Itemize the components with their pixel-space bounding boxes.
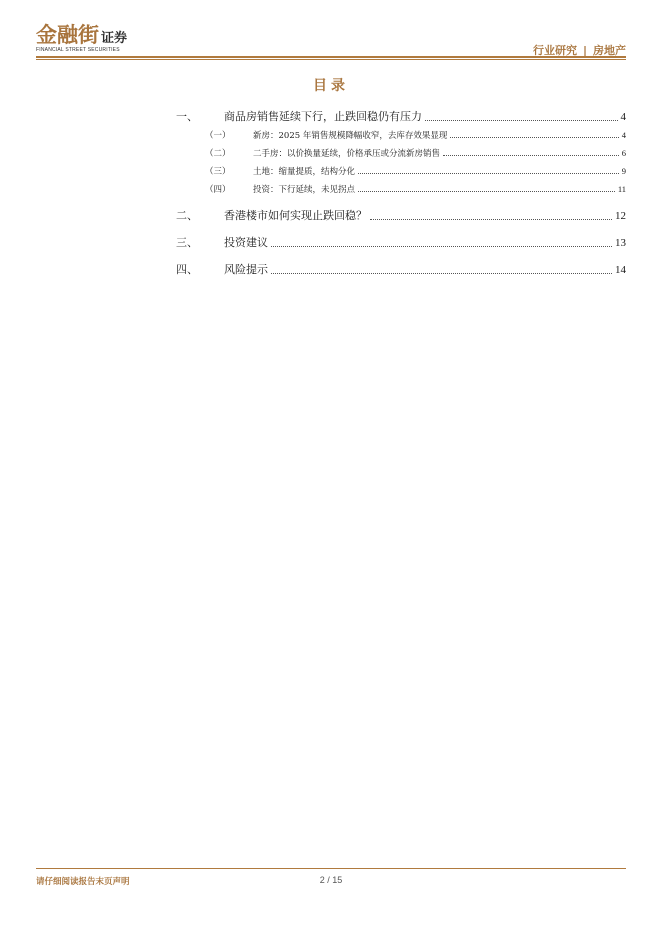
toc-entry[interactable]	[176, 147, 626, 159]
toc-entry[interactable]	[176, 234, 626, 250]
toc-entry-number: 二、	[176, 209, 198, 222]
toc-title: 目录	[313, 78, 349, 94]
toc-entry-number: 四、	[176, 263, 198, 276]
logo-securities-label: 证券	[101, 31, 128, 46]
toc-entry-page: 4	[620, 111, 626, 123]
page-header	[36, 20, 626, 60]
toc-entry-title: 土地：缩量提质，结构分化	[253, 167, 356, 177]
footer-divider	[36, 868, 626, 869]
toc-leader-dots	[443, 155, 619, 156]
footer-disclaimer: 请仔细阅读报告末页声明	[36, 877, 130, 887]
toc-leader-dots	[271, 246, 612, 247]
toc-entry[interactable]	[176, 129, 626, 141]
toc-entry-number: （三）	[205, 167, 231, 177]
page-number: 2 / 15	[319, 875, 343, 885]
report-type: 行业研究	[532, 44, 577, 57]
toc-entry-number: 三、	[176, 236, 198, 249]
toc-leader-dots	[358, 191, 615, 192]
toc-entry-page: 14	[615, 264, 626, 276]
logo-chinese-name: 金融街	[36, 22, 99, 47]
toc-leader-dots	[271, 273, 612, 274]
toc-entry-number: （一）	[205, 131, 231, 141]
header-divider	[36, 56, 626, 58]
toc-leader-dots	[370, 219, 612, 220]
toc-entry-title: 新房：2025 年销售规模降幅收窄，去库存效果显现	[253, 131, 448, 141]
header-separator: |	[582, 44, 587, 57]
toc-entry[interactable]	[176, 261, 626, 277]
toc-entry[interactable]	[176, 183, 626, 195]
toc-entry-title: 香港楼市如何实现止跌回稳？	[224, 209, 367, 222]
toc-entry-title: 二手房：以价换量延续，价格承压或分流新房销售	[253, 149, 441, 159]
toc-entry-page: 6	[621, 148, 626, 158]
industry-name: 房地产	[593, 44, 626, 57]
header-divider-thin	[36, 59, 626, 60]
logo-english-name: FINANCIAL STREET SECURITIES	[36, 47, 120, 53]
toc-entry-page: 12	[615, 210, 626, 222]
toc-leader-dots	[358, 173, 619, 174]
toc-entry[interactable]	[176, 207, 626, 223]
toc-entry-number: （四）	[205, 185, 231, 195]
toc-entry-title: 风险提示	[224, 263, 268, 276]
toc-entry[interactable]	[176, 108, 626, 124]
toc-entry[interactable]	[176, 165, 626, 177]
toc-entry-page: 9	[621, 166, 626, 176]
toc-entry-number: （二）	[205, 149, 231, 159]
toc-leader-dots	[425, 120, 618, 121]
toc-entry-page: 4	[621, 130, 626, 140]
toc-entry-number: 一、	[176, 110, 198, 123]
toc-entry-title: 投资：下行延续，未见拐点	[253, 185, 356, 195]
company-logo	[36, 24, 127, 53]
toc-entry-title: 投资建议	[224, 236, 268, 249]
toc-leader-dots	[450, 137, 618, 138]
toc-entry-page: 13	[615, 237, 626, 249]
toc-entry-title: 商品房销售延续下行，止跌回稳仍有压力	[224, 110, 422, 123]
toc-entry-page: 11	[617, 184, 626, 194]
